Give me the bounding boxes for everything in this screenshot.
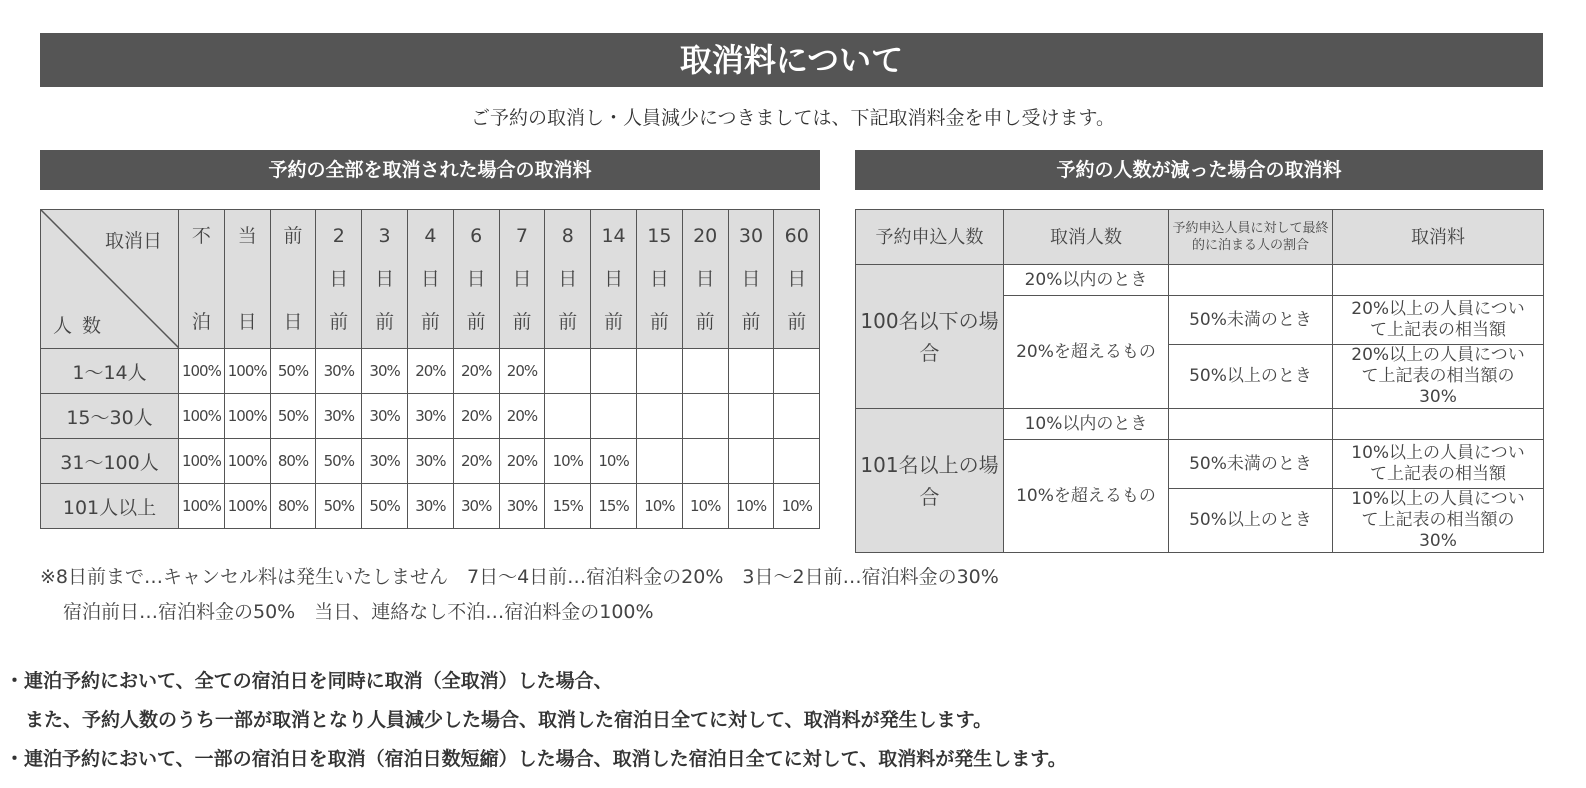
column-header-char: 前	[741, 311, 761, 333]
fee-cell: 30%	[499, 484, 545, 529]
fee-cell: 50%	[270, 349, 316, 394]
full-cancellation-table	[40, 209, 820, 529]
fee-cell	[545, 349, 591, 394]
column-header-char	[179, 259, 224, 299]
ratio-cell: 50%未満のとき	[1169, 440, 1333, 489]
column-header-char: 日	[283, 311, 303, 333]
fee-cell: 30%	[362, 394, 408, 439]
column-header-stack	[683, 210, 728, 342]
column-header	[224, 210, 270, 349]
empty-cell	[1333, 409, 1544, 440]
page-title: 取消料について	[40, 33, 1543, 87]
within-cell: 20%以内のとき	[1004, 265, 1169, 296]
fee-cell: 15%	[545, 484, 591, 529]
fee-cell: 20%	[499, 349, 545, 394]
note-line: 宿泊前日…宿泊料金の50% 当日、連絡なし不泊…宿泊料金の100%	[63, 601, 654, 623]
row-label: 101人以上	[41, 484, 179, 529]
column-header-char: 7	[515, 225, 529, 247]
fee-cell: 10%	[774, 484, 820, 529]
empty-cell	[1169, 265, 1333, 296]
column-header-char: 2	[332, 225, 345, 247]
fee-cell: 100%	[179, 439, 225, 484]
fee-cell: 50%	[362, 484, 408, 529]
column-header-char: 前	[649, 311, 669, 333]
column-header	[682, 210, 728, 349]
fee-cell	[591, 394, 637, 439]
column-header-char: 30	[738, 225, 764, 247]
column-header-char: 8	[561, 225, 574, 247]
column-header	[499, 210, 545, 349]
fee-cell: 10%	[591, 439, 637, 484]
fee-cell: 100%	[224, 439, 270, 484]
column-header	[407, 210, 453, 349]
fee-cell	[728, 349, 774, 394]
row-label: 1～14人	[41, 349, 179, 394]
ratio-cell: 50%未満のとき	[1169, 296, 1333, 345]
column-header-char: 前	[695, 311, 715, 333]
fee-cell: 80%	[270, 439, 316, 484]
column-header	[453, 210, 499, 349]
column-header-stack	[271, 210, 316, 342]
fee-cell: 30%	[407, 394, 453, 439]
column-header-char: 前	[466, 311, 486, 333]
column-header-char: 前	[512, 311, 532, 333]
column-header-stack	[316, 210, 361, 342]
column-header	[636, 210, 682, 349]
fee-cell	[728, 439, 774, 484]
column-header-char: 15	[647, 225, 672, 247]
column-header-char: 4	[424, 225, 437, 247]
group-label: 100名以下の場合	[856, 265, 1004, 409]
row-label: 15～30人	[41, 394, 179, 439]
column-header-char: 日	[237, 311, 257, 333]
column-header-stack	[774, 210, 819, 342]
column-header	[316, 210, 362, 349]
fee-cell: 100%	[179, 394, 225, 439]
corner-cell	[41, 210, 179, 349]
column-header-char: 日	[604, 268, 624, 290]
column-header-char: 前	[283, 225, 303, 247]
fee-cell: 30%	[362, 349, 408, 394]
within-cell: 10%以内のとき	[1004, 409, 1169, 440]
fee-cell: 20%	[499, 439, 545, 484]
fee-cell	[636, 439, 682, 484]
column-header-char: 前	[604, 311, 624, 333]
fee-cell: 20%	[499, 394, 545, 439]
column-header-char	[271, 259, 316, 299]
column-header-char: 前	[420, 311, 440, 333]
column-header	[545, 210, 591, 349]
column-header-char: 日	[741, 268, 761, 290]
column-header-stack	[637, 210, 682, 342]
full-cancellation-heading: 予約の全部を取消された場合の取消料	[40, 150, 820, 190]
row-label: 31～100人	[41, 439, 179, 484]
column-header-stack	[454, 210, 499, 342]
column-header-stack	[179, 210, 224, 342]
bullet-item-continued: また、予約人数のうち一部が取消となり人員減少した場合、取消した宿泊日全てに対して、取消料が発生します。	[25, 709, 993, 731]
empty-cell	[1169, 409, 1333, 440]
column-header	[728, 210, 774, 349]
fee-cell	[682, 439, 728, 484]
column-header-char: 日	[787, 268, 807, 290]
subtitle: ご予約の取消し・人員減少につきましては、下記取消料金を申し受けます。	[470, 107, 1116, 129]
fee-cell: 30%	[453, 484, 499, 529]
fee-cell	[636, 349, 682, 394]
column-header-char: 前	[329, 311, 349, 333]
column-header-char: 日	[420, 268, 440, 290]
column-header	[362, 210, 408, 349]
column-header: 取消人数	[1004, 210, 1169, 265]
fee-cell	[774, 394, 820, 439]
fee-cell: 80%	[270, 484, 316, 529]
reduction-heading: 予約の人数が減った場合の取消料	[855, 150, 1543, 190]
fee-cell: 20%	[407, 349, 453, 394]
fee-cell: 30%	[316, 349, 362, 394]
column-header	[774, 210, 820, 349]
reduction-table	[855, 209, 1544, 553]
fee-cell: 50%	[316, 484, 362, 529]
column-header-char: 日	[512, 268, 532, 290]
column-header-char: 20	[693, 225, 718, 247]
column-header-stack	[225, 210, 270, 342]
column-header-stack	[362, 210, 407, 342]
fee-cell: 30%	[316, 394, 362, 439]
corner-label-date: 取消日	[104, 230, 162, 252]
bullet-item: ・連泊予約において、全ての宿泊日を同時に取消（全取消）した場合、	[5, 670, 613, 692]
fee-cell: 10%	[728, 484, 774, 529]
fee-cell: 30%	[407, 439, 453, 484]
column-header-char: 前	[375, 311, 395, 333]
fee-cell	[545, 394, 591, 439]
over-cell: 20%を超えるもの	[1004, 296, 1169, 409]
fee-cell: 20%以上の人員について上記表の相当額の30%	[1333, 345, 1544, 409]
column-header-char: 前	[558, 311, 578, 333]
corner-label-people: 人数	[53, 315, 112, 337]
table-row	[41, 394, 820, 439]
note-line: ※8日前まで…キャンセル料は発生いたしません 7日～4日前…宿泊料金の20% 3日～2日前…宿泊料金の30%	[40, 566, 999, 588]
column-header-char: 前	[787, 311, 807, 333]
fee-cell: 100%	[224, 484, 270, 529]
over-cell: 10%を超えるもの	[1004, 440, 1169, 553]
column-header: 取消料	[1333, 210, 1544, 265]
fee-cell	[774, 439, 820, 484]
fee-cell: 30%	[407, 484, 453, 529]
fee-cell: 20%	[453, 439, 499, 484]
fee-cell: 100%	[179, 484, 225, 529]
fee-cell: 10%	[682, 484, 728, 529]
column-header: 予約申込人員に対して最終的に泊まる人の割合	[1169, 210, 1333, 265]
column-header-stack	[500, 210, 545, 342]
fee-cell: 20%	[453, 394, 499, 439]
column-header: 予約申込人数	[856, 210, 1004, 265]
column-header-stack	[729, 210, 774, 342]
column-header	[179, 210, 225, 349]
group-label: 101名以上の場合	[856, 409, 1004, 553]
column-header-char: 日	[649, 268, 669, 290]
column-header-char: 日	[558, 268, 578, 290]
empty-cell	[1333, 265, 1544, 296]
table-row	[41, 349, 820, 394]
bullet-list	[5, 662, 1067, 779]
column-header-char: 泊	[191, 311, 211, 333]
column-header-char	[225, 259, 270, 299]
corner-diagonal	[41, 210, 178, 348]
fee-cell: 10%以上の人員について上記表の相当額の30%	[1333, 489, 1544, 553]
header-row	[856, 210, 1544, 265]
fee-cell: 30%	[362, 439, 408, 484]
table-row	[856, 265, 1544, 296]
table-row	[41, 484, 820, 529]
column-header-char: 日	[466, 268, 486, 290]
column-header-stack	[408, 210, 453, 342]
column-header-stack	[591, 210, 636, 342]
column-header-char: 日	[375, 268, 395, 290]
fee-cell	[636, 394, 682, 439]
fee-cell: 100%	[224, 349, 270, 394]
notes	[40, 560, 999, 630]
fee-cell	[682, 394, 728, 439]
column-header-char: 日	[329, 268, 349, 290]
table-row	[41, 439, 820, 484]
column-header-stack	[545, 210, 590, 342]
header-row	[41, 210, 820, 349]
fee-cell: 100%	[224, 394, 270, 439]
fee-cell: 50%	[316, 439, 362, 484]
table-row	[856, 409, 1544, 440]
fee-cell: 20%	[453, 349, 499, 394]
fee-cell: 100%	[179, 349, 225, 394]
column-header	[270, 210, 316, 349]
fee-cell: 20%以上の人員について上記表の相当額	[1333, 296, 1544, 345]
fee-cell: 10%	[636, 484, 682, 529]
ratio-cell: 50%以上のとき	[1169, 345, 1333, 409]
fee-cell	[682, 349, 728, 394]
bullet-item: ・連泊予約において、一部の宿泊日を取消（宿泊日数短縮）した場合、取消した宿泊日全てに対して、取消料が発生します。	[5, 748, 1067, 770]
column-header-char: 3	[378, 225, 391, 247]
column-header-char: 6	[470, 225, 483, 247]
column-header-char: 14	[601, 225, 626, 247]
ratio-cell: 50%以上のとき	[1169, 489, 1333, 553]
column-header-char: 当	[237, 225, 257, 247]
fee-cell	[728, 394, 774, 439]
fee-cell: 50%	[270, 394, 316, 439]
column-header	[591, 210, 637, 349]
fee-cell	[591, 349, 637, 394]
fee-cell: 10%	[545, 439, 591, 484]
column-header-char: 不	[191, 225, 211, 247]
fee-cell	[774, 349, 820, 394]
column-header-char: 60	[784, 225, 809, 247]
fee-cell: 15%	[591, 484, 637, 529]
fee-cell: 10%以上の人員について上記表の相当額	[1333, 440, 1544, 489]
column-header-char: 日	[695, 268, 715, 290]
